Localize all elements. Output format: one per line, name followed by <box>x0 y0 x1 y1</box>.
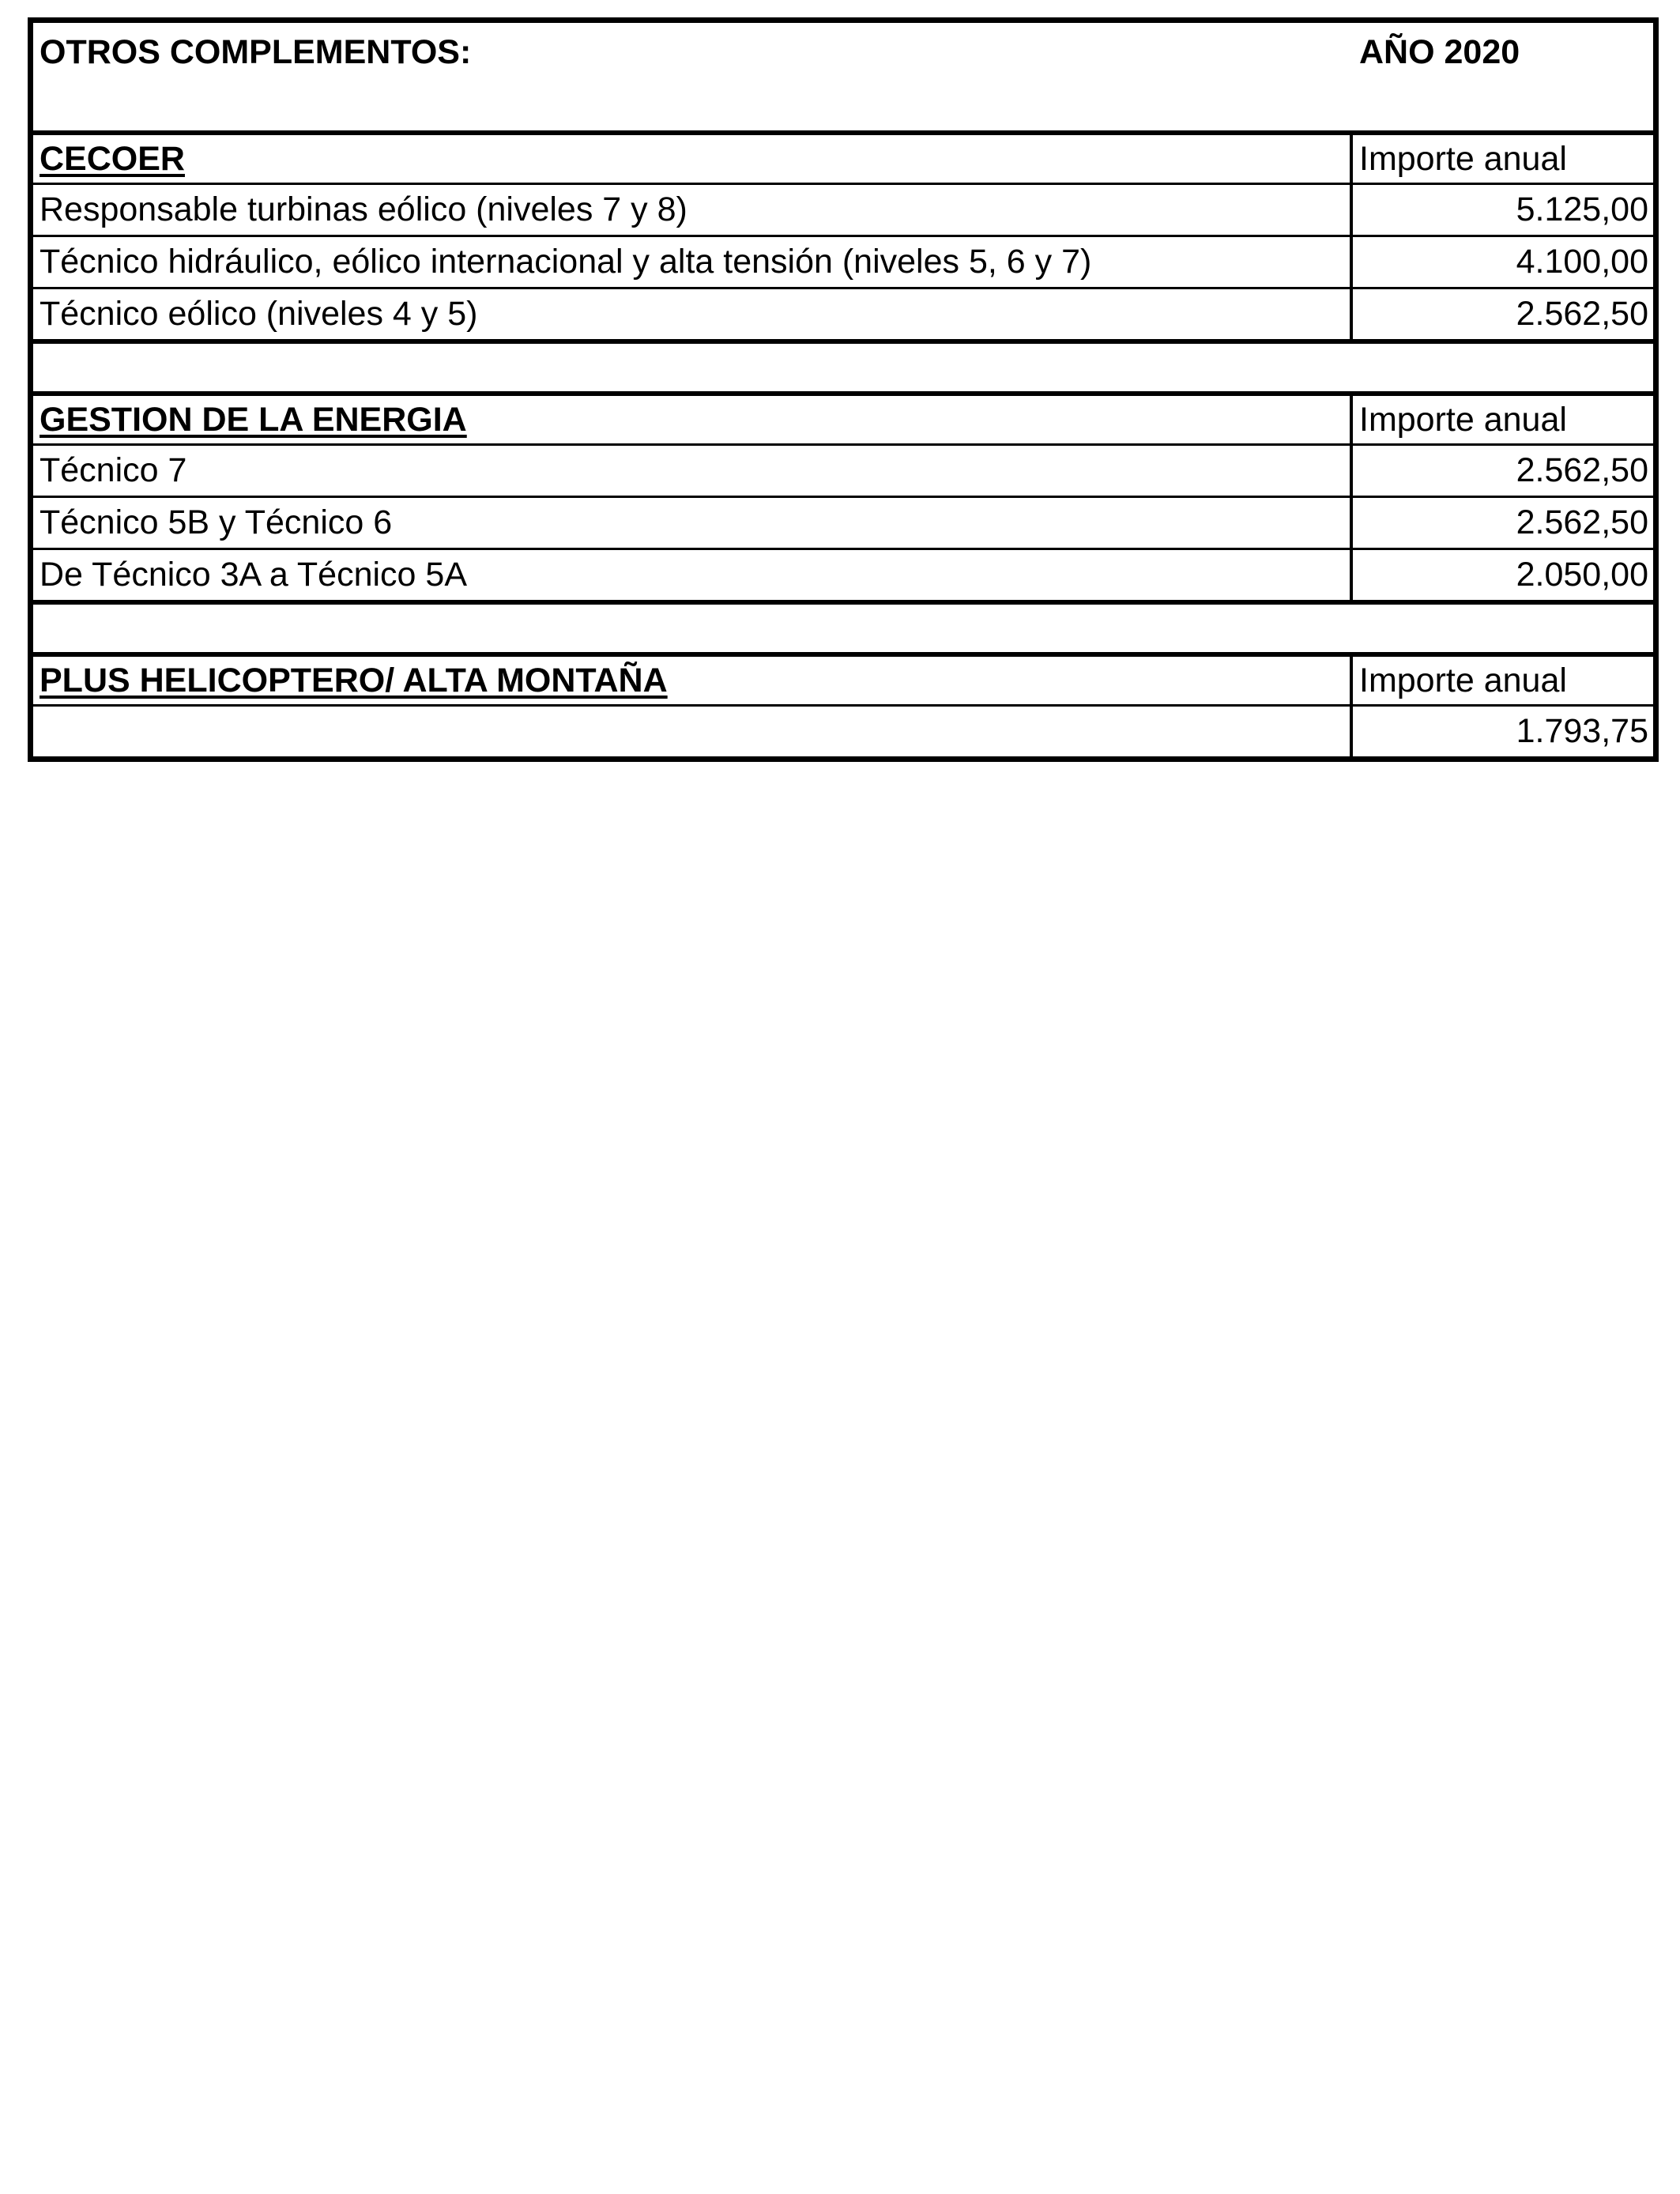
table-row <box>33 548 1653 600</box>
row-label: Técnico eólico (niveles 4 y 5) <box>33 289 1353 339</box>
amount-column-header: Importe anual <box>1359 139 1567 178</box>
amount-column-header: Importe anual <box>1359 400 1567 439</box>
amount-column-header: Importe anual <box>1359 661 1567 699</box>
table-row <box>33 235 1653 287</box>
table-row <box>33 287 1653 339</box>
section-header-gestion-energia <box>33 391 1653 443</box>
row-amount: 2.562,50 <box>1516 295 1648 333</box>
table-title: OTROS COMPLEMENTOS: <box>40 33 472 71</box>
row-amount: 2.562,50 <box>1516 503 1648 541</box>
section-header-plus-helicoptero <box>33 652 1653 704</box>
row-amount: 2.050,00 <box>1516 556 1648 594</box>
row-label: Técnico hidráulico, eólico internacional y alta tensión (niveles 5, 6 y 7) <box>33 237 1353 287</box>
row-label: Responsable turbinas eólico (niveles 7 y 8) <box>33 185 1353 235</box>
row-label <box>33 707 1353 756</box>
spacer-row <box>33 600 1653 652</box>
section-header-cecoer <box>33 130 1653 183</box>
row-amount: 4.100,00 <box>1516 243 1648 281</box>
table-year: AÑO 2020 <box>1359 33 1520 71</box>
table-row <box>33 183 1653 235</box>
row-amount: 5.125,00 <box>1516 190 1648 228</box>
row-label: De Técnico 3A a Técnico 5A <box>33 550 1353 600</box>
section-title: GESTION DE LA ENERGIA <box>33 396 1353 443</box>
table-row <box>33 704 1653 756</box>
section-title: PLUS HELICOPTERO/ ALTA MONTAÑA <box>33 657 1353 704</box>
table-title-row <box>33 23 1653 130</box>
complements-table <box>28 17 1659 762</box>
section-title: CECOER <box>33 135 1353 183</box>
table-row <box>33 443 1653 496</box>
spacer-row <box>33 339 1653 391</box>
row-amount: 1.793,75 <box>1516 712 1648 750</box>
row-amount: 2.562,50 <box>1516 451 1648 489</box>
table-row <box>33 496 1653 548</box>
row-label: Técnico 7 <box>33 446 1353 496</box>
row-label: Técnico 5B y Técnico 6 <box>33 498 1353 548</box>
